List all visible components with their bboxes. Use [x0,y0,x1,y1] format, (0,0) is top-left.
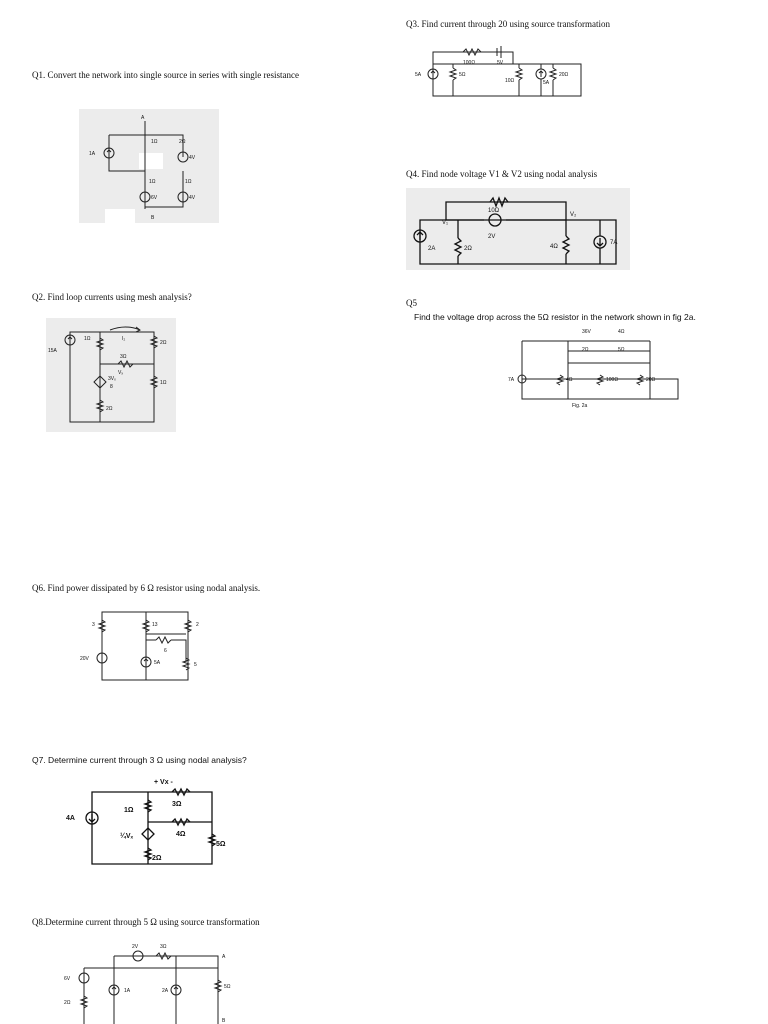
q2-label-vx: Vₓ [118,370,123,376]
question-6-circuit-figure [78,606,214,684]
q2-label-r4: 1Ω [160,380,167,386]
q1-label-node-a: A [141,115,145,121]
q2-label-dep: 3Vₓ [108,376,116,382]
question-3-circuit-figure [413,42,593,102]
q1-label-r-top-right: 2Ω [179,139,186,145]
question-8-text: Q8.Determine current through 5 Ω using source transformation [32,917,260,927]
q7-label-r5: 5Ω [216,841,226,848]
q1-label-v-left: 6V [151,195,158,201]
q6-label-r6: 6 [164,648,167,654]
question-1-text: Q1. Convert the network into single source in series with single resistance [32,70,299,80]
q8-label-i2: 2A [162,988,169,994]
q8-label-i1: 1A [124,988,131,994]
q2-label-r1: 1Ω [84,336,91,342]
q7-label-dep: ¼Vₓ [120,833,134,840]
q7-label-r3: 3Ω [172,801,182,808]
q5-label-r-mid1: 2Ω [582,347,589,353]
q1-label-r-mid-right: 1Ω [185,179,192,185]
q2-label-i2: I₂ [122,336,126,342]
q2-label-r2: 2Ω [160,340,167,346]
q4-label-v2: V₂ [570,212,577,218]
q7-label-vx: + Vx - [154,779,173,786]
q3-label-r5: 5Ω [459,72,466,78]
question-8-circuit-figure [58,938,248,1024]
q8-label-r-top: 3Ω [160,944,167,950]
q7-label-isrc: 4A [66,815,75,822]
question-4-circuit-figure [406,188,630,270]
q3-label-r20: 20Ω [559,72,569,78]
q8-label-node-b: B [222,1018,226,1024]
q3-label-src-left: 5A [415,72,422,78]
q1-label-v-top: 4V [189,155,196,161]
q3-label-src-right: 5A [543,80,550,86]
q5-label-r-top: 4Ω [618,329,625,335]
q6-label-r3: 3 [92,622,95,628]
q7-label-r4: 4Ω [176,831,186,838]
question-2-text: Q2. Find loop currents using mesh analysis? [32,292,192,302]
q1-label-node-b: B [151,215,155,221]
q2-label-r3: 3Ω [120,354,127,360]
q5-label-r4: 4Ω [566,377,573,383]
question-5-text: Find the voltage drop across the 5Ω resistor in the network shown in fig 2a. [414,312,696,322]
question-3-text: Q3. Find current through 20 using source transformation [406,19,610,29]
q8-label-r5: 5Ω [224,984,231,990]
question-4-text: Q4. Find node voltage V1 & V2 using nodal analysis [406,169,598,179]
q5-label-v36: 36V [582,329,591,335]
question-5-number: Q5 [406,298,417,308]
question-7-text: Q7. Determine current through 3 Ω using nodal analysis? [32,755,247,765]
q7-label-r2: 2Ω [152,855,162,862]
question-2-circuit-figure [46,318,176,432]
q4-label-r4: 4Ω [550,244,558,250]
q3-label-r100: 100Ω [463,60,476,66]
question-6-text: Q6. Find power dissipated by 6 Ω resistor using nodal analysis. [32,583,261,593]
q1-label-r-mid-left: 1Ω [149,179,156,185]
q2-label-dep-den: 8 [110,384,113,390]
q4-label-r2: 2Ω [464,246,472,252]
q6-label-vsrc: 20V [80,656,89,662]
q8-label-vsrc: 6V [64,976,71,982]
question-7-circuit-figure [62,772,242,872]
q4-label-src-left: 2A [428,246,436,252]
q7-label-r1: 1Ω [124,807,134,814]
q1-label-source: 1A [89,151,96,157]
question-1-circuit-figure [79,109,219,223]
q3-label-v5: 5V [497,60,504,66]
q6-label-r5: 5 [194,662,197,668]
q5-label-r-mid2: 5Ω [618,347,625,353]
q5-label-r100: 100Ω [606,377,619,383]
q3-label-r10: 10Ω [505,78,515,84]
q6-label-isrc: 5A [154,660,161,666]
q2-label-source: 15A [48,348,57,354]
q6-label-r13: 13 [152,622,158,628]
q5-label-caption: Fig. 2a [572,403,588,409]
question-5-circuit-figure [508,325,680,437]
q8-label-r2: 2Ω [64,1000,71,1006]
q5-label-src: 7A [508,377,515,383]
q4-label-src-right: 7A [610,240,618,246]
q4-label-r10: 10Ω [488,208,500,214]
q1-label-r-top-left: 1Ω [151,139,158,145]
q8-label-node-a: A [222,954,226,960]
q2-label-r5: 2Ω [106,406,113,412]
q8-label-v-top: 2V [132,944,139,950]
q1-label-v-right: 4V [189,195,196,201]
q4-label-vsrc: 2V [488,234,496,240]
q4-label-v1: V₁ [442,220,449,226]
q5-label-r20: 20Ω [646,377,656,383]
q6-label-r2: 2 [196,622,199,628]
